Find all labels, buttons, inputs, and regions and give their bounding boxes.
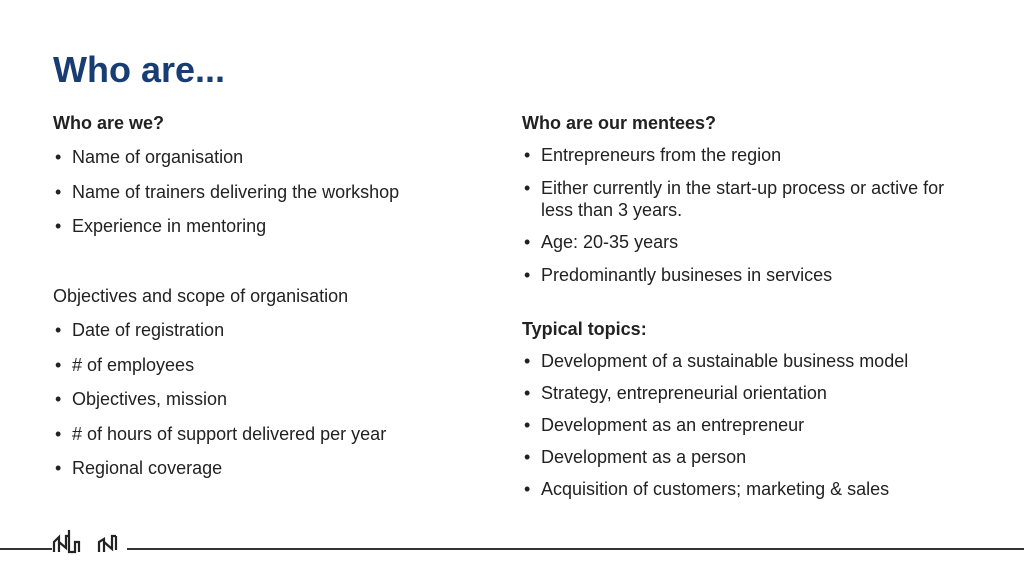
list-item: • Predominantly busineses in services: [522, 264, 992, 286]
left-column: [53, 112, 483, 492]
skyline-logo-icon: [52, 528, 127, 554]
list-item: • Regional coverage: [53, 457, 483, 479]
objectives-heading: Objectives and scope of organisation: [53, 285, 349, 306]
right-column: [522, 112, 992, 510]
typical-topics-heading: Typical topics:: [522, 319, 647, 339]
section-gap: [53, 250, 483, 285]
list-item: • Development as a person: [522, 446, 992, 468]
list-item: • Acquisition of customers; marketing & sales: [522, 478, 992, 500]
list-item: • Development as an entrepreneur: [522, 414, 992, 436]
footer-divider: [0, 548, 1024, 550]
topics-list: [522, 350, 992, 500]
section-gap: [522, 296, 992, 318]
list-item: • Development of a sustainable business model: [522, 350, 992, 372]
list-item: • Strategy, entrepreneurial orientation: [522, 382, 992, 404]
list-item: • Objectives, mission: [53, 388, 483, 410]
list-item: • Age: 20-35 years: [522, 231, 992, 253]
objectives-list: [53, 319, 483, 479]
list-item: • Name of trainers delivering the workshop: [53, 181, 483, 203]
slide-title: Who are...: [53, 49, 226, 90]
list-item: • Name of organisation: [53, 146, 483, 168]
who-are-we-list: [53, 146, 483, 237]
list-item: • # of hours of support delivered per year: [53, 423, 483, 445]
list-item: • Experience in mentoring: [53, 215, 483, 237]
list-item: • Date of registration: [53, 319, 483, 341]
list-item: • Entrepreneurs from the region: [522, 144, 992, 166]
list-item: • Either currently in the start-up process or active for less than 3 years.: [522, 177, 961, 221]
mentees-list: [522, 144, 992, 286]
list-item: • # of employees: [53, 354, 483, 376]
mentees-heading: Who are our mentees?: [522, 113, 717, 133]
who-are-we-heading: Who are we?: [53, 113, 165, 133]
